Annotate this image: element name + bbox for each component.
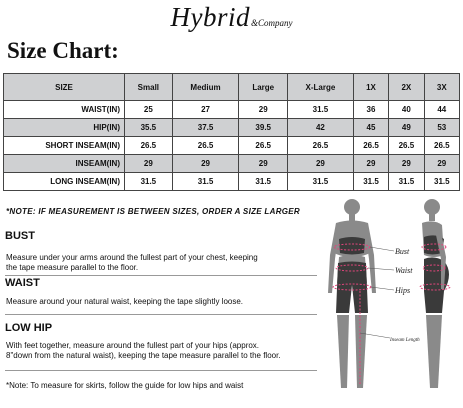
table-cell: 26.5 [389, 137, 424, 155]
table-cell: 26.5 [424, 137, 459, 155]
bust-line-2: the tape measure parallel to the floor. [6, 263, 139, 272]
table-cell: 39.5 [239, 119, 288, 137]
table-cell: 49 [389, 119, 424, 137]
table-cell: 26.5 [172, 137, 239, 155]
size-header-cell: X-Large [288, 74, 354, 101]
table-cell: 31.5 [125, 173, 173, 191]
side-body-figure [422, 199, 449, 388]
table-cell: 26.5 [353, 137, 388, 155]
table-row [4, 155, 460, 173]
table-cell: 42 [288, 119, 354, 137]
waist-description: Measure around your natural waist, keeping the tape slightly loose. [6, 297, 244, 306]
table-cell: 40 [389, 101, 424, 119]
size-chart-table [3, 73, 460, 191]
table-cell: 29 [424, 155, 459, 173]
inseam-label: Inseam Length [390, 338, 420, 343]
table-cell: 27 [172, 101, 239, 119]
table-cell: 31.5 [424, 173, 459, 191]
row-label: WAIST(IN) [4, 101, 125, 119]
size-header-cell: Small [125, 74, 173, 101]
row-label: LONG INSEAM(IN) [4, 173, 125, 191]
table-cell: 29 [239, 155, 288, 173]
table-cell: 26.5 [125, 137, 173, 155]
table-cell: 53 [424, 119, 459, 137]
table-cell: 31.5 [288, 101, 354, 119]
size-header-cell: Large [239, 74, 288, 101]
brand-suffix: &Company [251, 18, 293, 28]
table-cell: 37.5 [172, 119, 239, 137]
size-column-header: SIZE [4, 74, 125, 101]
row-label: SHORT INSEAM(IN) [4, 137, 125, 155]
table-cell: 29 [353, 155, 388, 173]
table-cell: 31.5 [353, 173, 388, 191]
table-cell: 44 [424, 101, 459, 119]
divider [5, 275, 317, 276]
bust-heading: BUST [5, 230, 35, 242]
size-note: *NOTE: IF MEASUREMENT IS BETWEEN SIZES, ORDER A SIZE LARGER [6, 207, 301, 216]
divider [5, 314, 317, 315]
table-cell: 29 [125, 155, 173, 173]
size-header-cell: Medium [172, 74, 239, 101]
row-label: HIP(IN) [4, 119, 125, 137]
table-cell: 25 [125, 101, 173, 119]
lowhip-line-1: With feet together, measure around the fullest part of your hips (approx. [6, 341, 260, 350]
hips-label: Hips [395, 286, 411, 295]
size-header-cell: 1X [353, 74, 388, 101]
bust-label: Bust [395, 247, 410, 256]
table-cell: 29 [172, 155, 239, 173]
table-cell: 31.5 [288, 173, 354, 191]
waist-heading: WAIST [5, 277, 40, 289]
table-row [4, 119, 460, 137]
bust-line-1: Measure under your arms around the fullest part of your chest, keeping [6, 253, 258, 262]
table-header-row [4, 74, 460, 101]
skirt-note: *Note: To measure for skirts, follow the guide for low hips and waist [6, 381, 244, 390]
table-row [4, 101, 460, 119]
table-cell: 29 [239, 101, 288, 119]
table-cell: 45 [353, 119, 388, 137]
size-header-cell: 2X [389, 74, 424, 101]
lowhip-line-2: 8"down from the natural waist), keeping the tape measure parallel to the floor. [6, 351, 281, 360]
table-row [4, 137, 460, 155]
row-label: INSEAM(IN) [4, 155, 125, 173]
table-cell: 29 [389, 155, 424, 173]
front-body-figure [328, 199, 376, 388]
brand-logo [0, 2, 463, 33]
table-cell: 31.5 [389, 173, 424, 191]
divider [5, 370, 317, 371]
table-cell: 35.5 [125, 119, 173, 137]
body-measurement-figure [322, 193, 462, 408]
waist-label: Waist [395, 266, 413, 275]
bust-description [6, 253, 316, 273]
table-row [4, 173, 460, 191]
table-cell: 31.5 [239, 173, 288, 191]
lowhip-description [6, 341, 316, 361]
page-title: Size Chart: [7, 38, 119, 63]
table-cell: 26.5 [239, 137, 288, 155]
lowhip-heading: LOW HIP [5, 322, 53, 334]
brand-name: Hybrid [170, 2, 250, 32]
table-cell: 31.5 [172, 173, 239, 191]
table-cell: 26.5 [288, 137, 354, 155]
table-cell: 29 [288, 155, 354, 173]
size-header-cell: 3X [424, 74, 459, 101]
table-cell: 36 [353, 101, 388, 119]
